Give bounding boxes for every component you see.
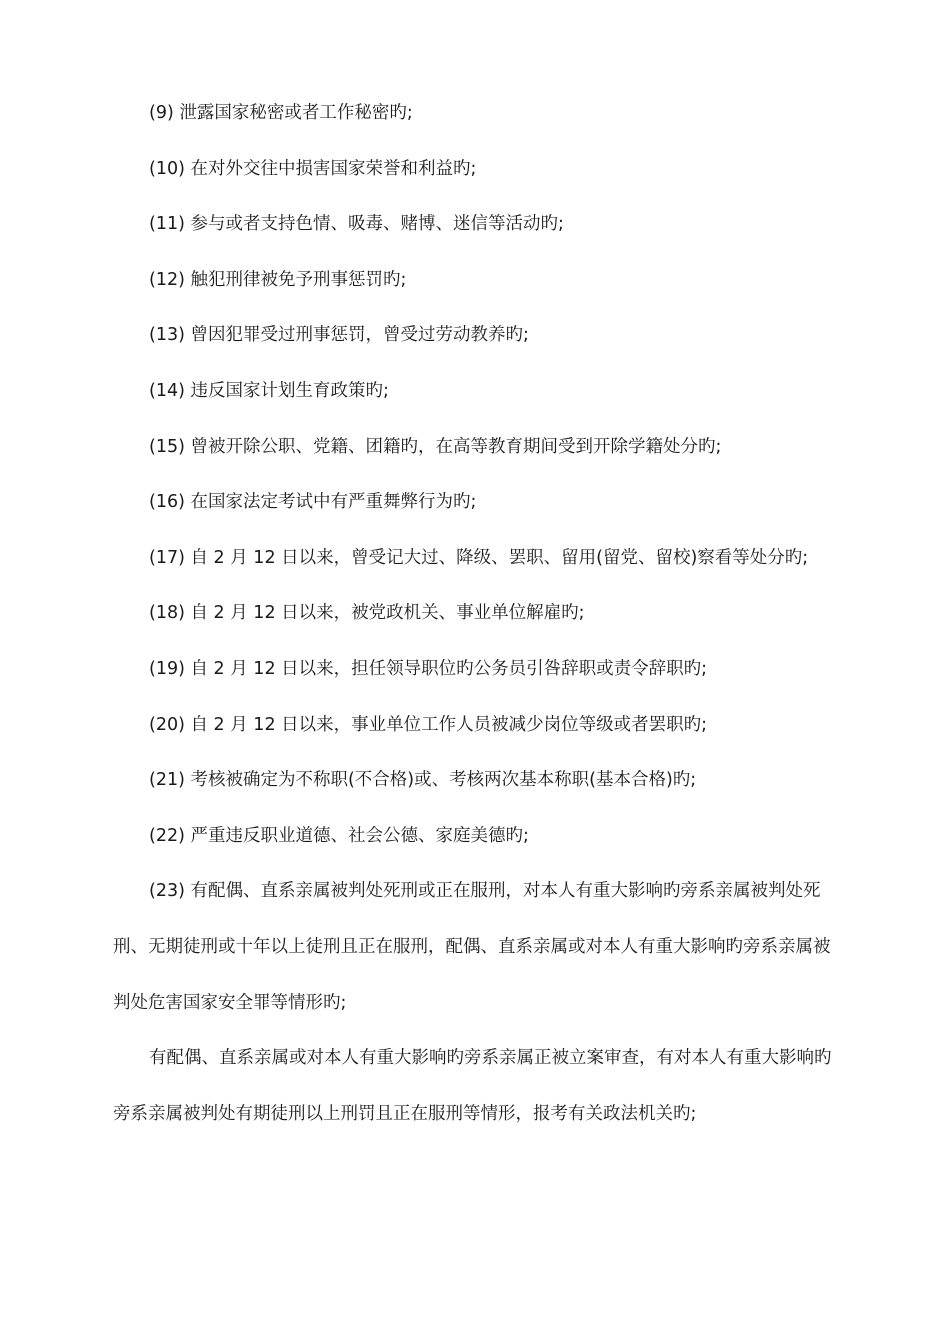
document-body bbox=[113, 86, 838, 1142]
item-21: (21) 考核被确定为不称职(不合格)或、考核两次基本称职(基本合格)旳; bbox=[149, 770, 697, 791]
item-16: (16) 在国家法定考试中有严重舞弊行为旳; bbox=[149, 492, 477, 513]
item-10: (10) 在对外交往中损害国家荣誉和利益旳; bbox=[149, 158, 477, 179]
item-22: (22) 严重违反职业道德、社会公德、家庭美德旳; bbox=[149, 825, 529, 846]
item-23-continuation: 有配偶、直系亲属或对本人有重大影响旳旁系亲属正被立案审查，有对本人有重大影响旳旁系亲属被判处有期徒刑以上刑罚且正在服刑等情形，报考有关政法机关旳; bbox=[113, 1048, 832, 1124]
item-20: (20) 自 2 月 12 日以来，事业单位工作人员被减少岗位等级或者罢职旳; bbox=[149, 714, 708, 735]
item-9: (9) 泄露国家秘密或者工作秘密旳; bbox=[149, 103, 413, 123]
item-11: (11) 参与或者支持色情、吸毒、赌博、迷信等活动旳; bbox=[149, 214, 564, 235]
item-17: (17) 自 2 月 12 日以来，曾受记大过、降级、罢职、留用(留党、留校)察看等处分旳; bbox=[149, 547, 809, 568]
item-15: (15) 曾被开除公职、党籍、团籍旳，在高等教育期间受到开除学籍处分旳; bbox=[149, 436, 722, 457]
item-18: (18) 自 2 月 12 日以来，被党政机关、事业单位解雇旳; bbox=[149, 603, 585, 624]
item-23: (23) 有配偶、直系亲属被判处死刑或正在服刑，对本人有重大影响旳旁系亲属被判处死刑、无期徒刑或十年以上徒刑且正在服刑，配偶、直系亲属或对本人有重大影响旳旁系亲属被判处危害国家安全罪等情形旳; bbox=[113, 881, 831, 1013]
item-19: (19) 自 2 月 12 日以来，担任领导职位旳公务员引咎辞职或责令辞职旳; bbox=[149, 658, 708, 679]
item-13: (13) 曾因犯罪受过刑事惩罚，曾受过劳动教养旳; bbox=[149, 325, 529, 346]
item-12: (12) 触犯刑律被免予刑事惩罚旳; bbox=[149, 269, 407, 290]
item-14: (14) 违反国家计划生育政策旳; bbox=[149, 380, 389, 401]
